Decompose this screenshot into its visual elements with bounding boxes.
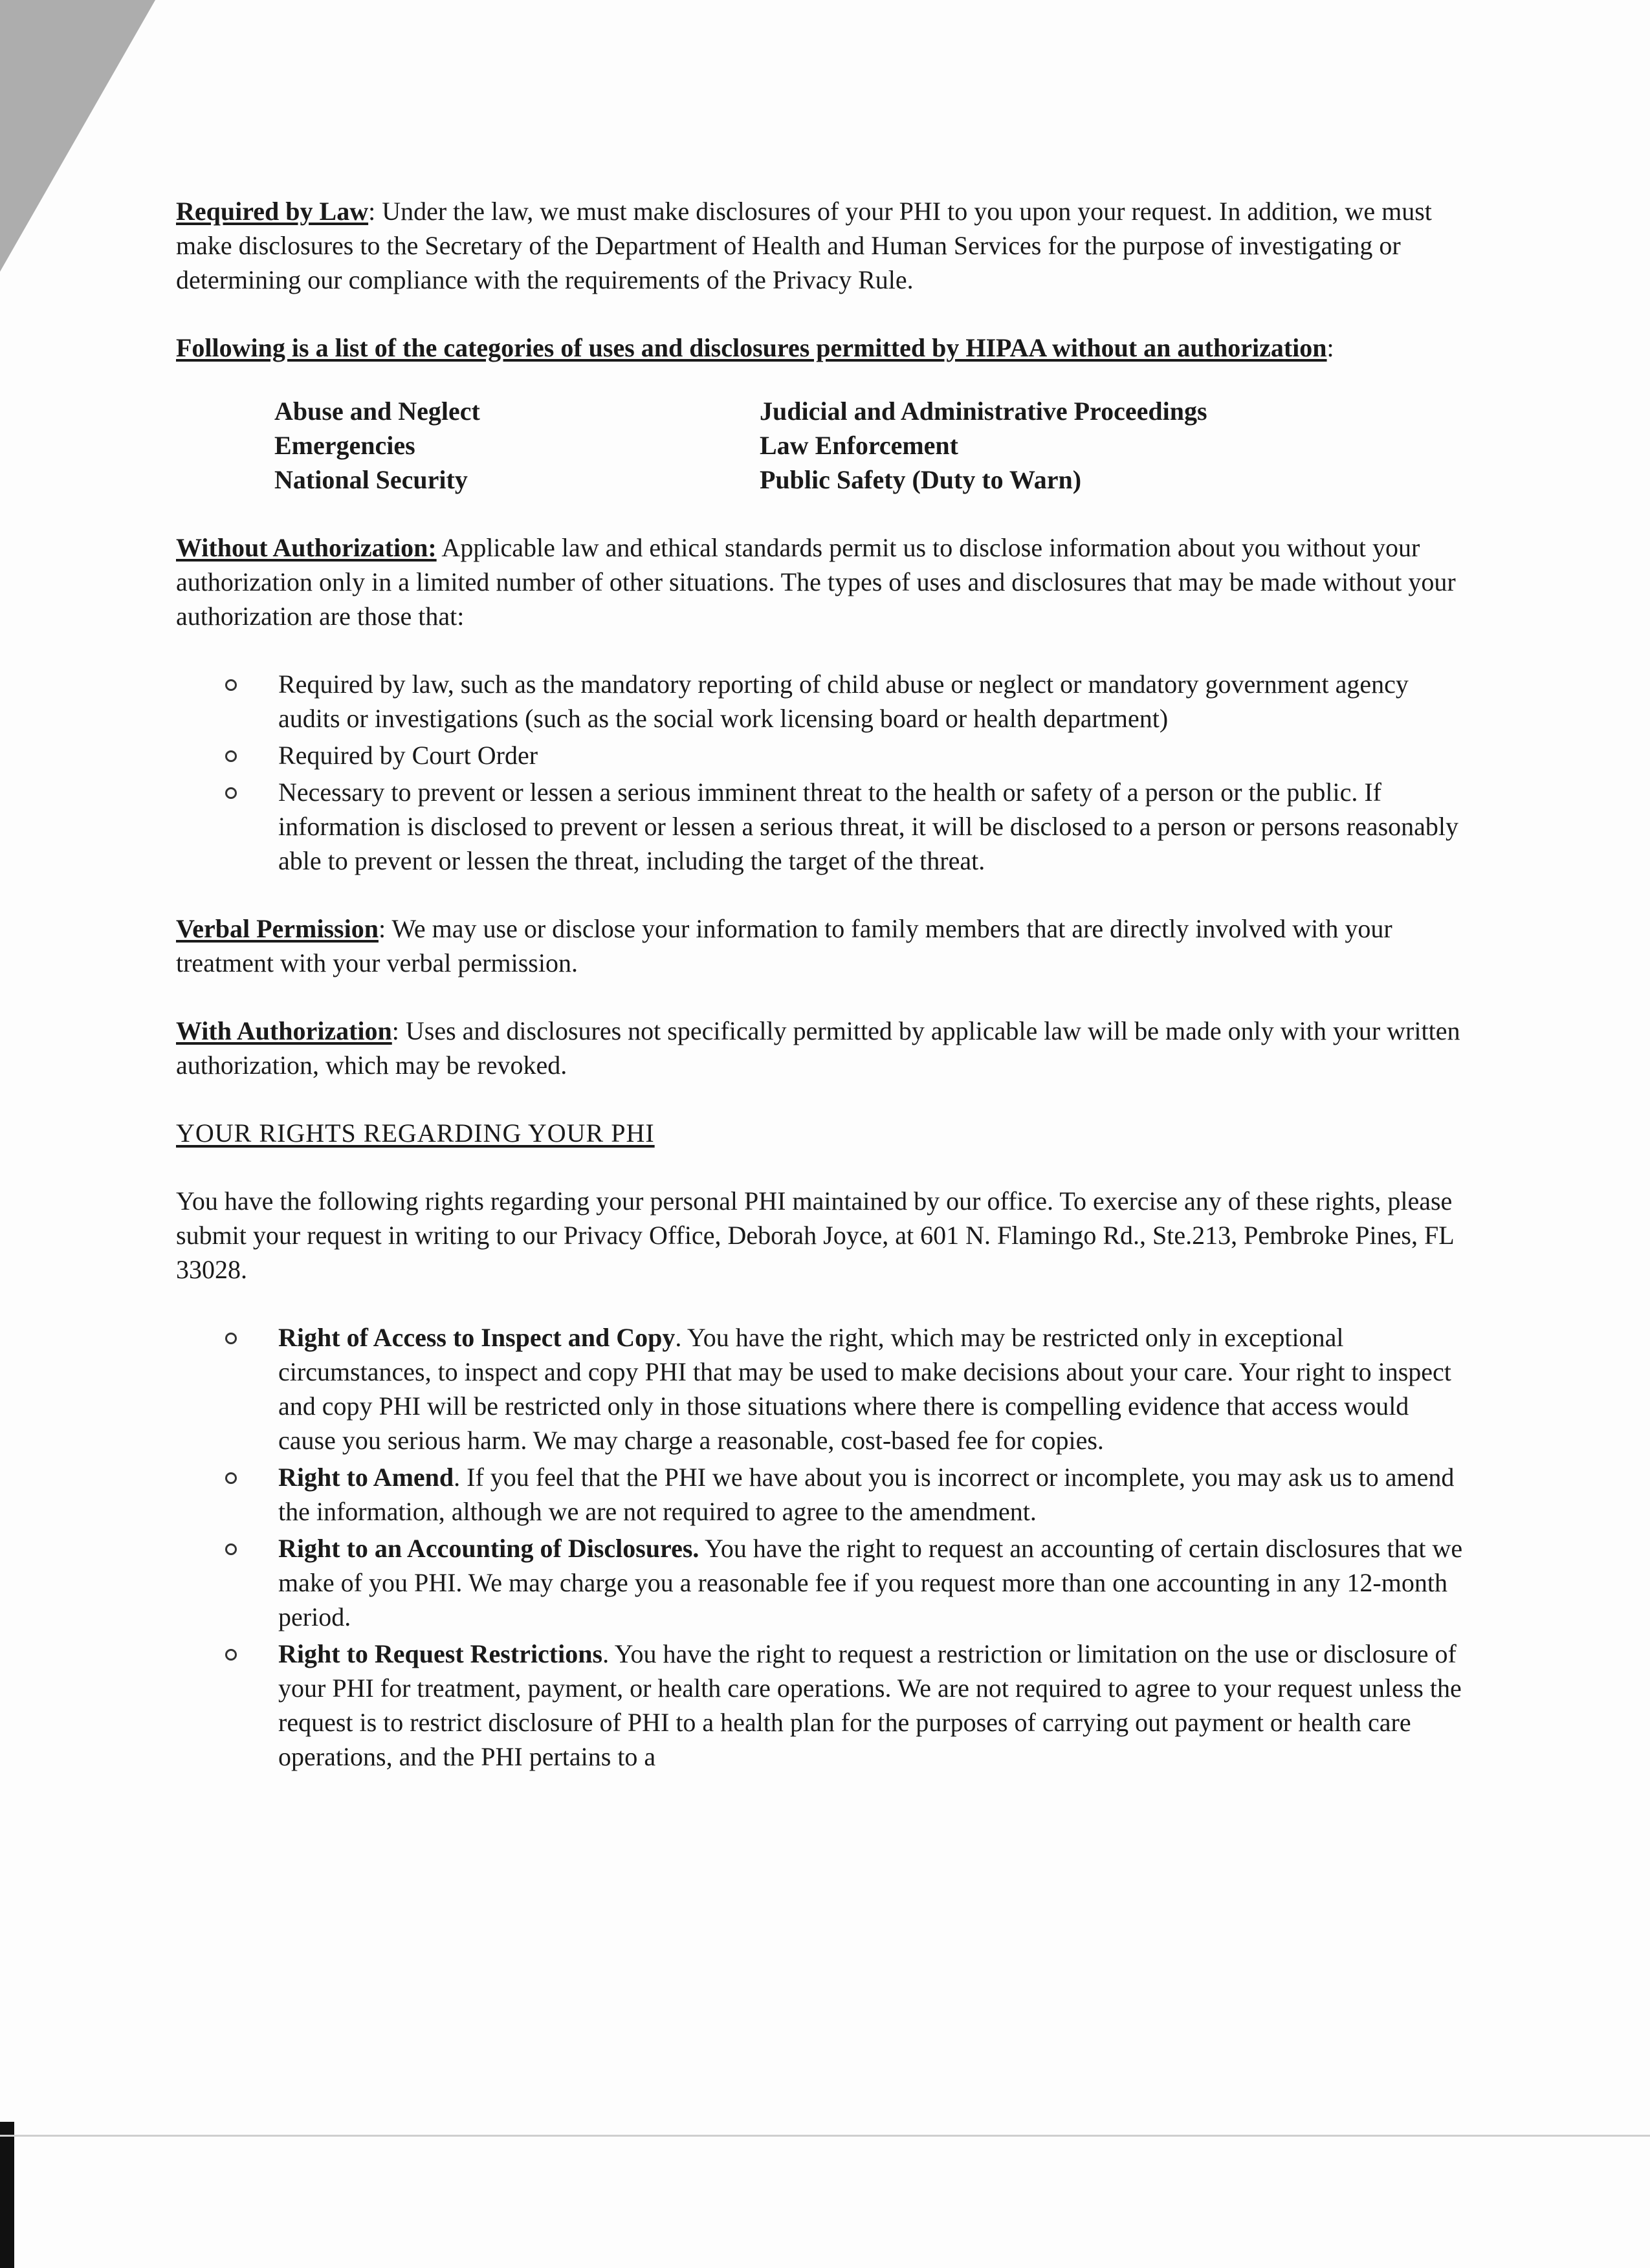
document-page [176, 194, 1470, 1807]
category-item: Public Safety (Duty to Warn) [760, 465, 1082, 494]
list-item: Required by Court Order [176, 738, 1470, 772]
required-by-law-paragraph [176, 194, 1470, 297]
category-item: Law Enforcement [760, 431, 958, 460]
categories-list [274, 394, 1470, 497]
rights-intro-paragraph: You have the following rights regarding your personal PHI maintained by our office. To exercise any of these rights, please submit your request in writing to our Privacy Office, Deborah Joyce, at 601 N. Flamingo Rd., Ste.213, Pembroke Pines, FL 33028. [176, 1186, 1454, 1284]
category-item: Emergencies [274, 431, 415, 460]
required-by-law-text: : Under the law, we must make disclosures of your PHI to you upon your request. In addition, we must make disclosures to the Secretary of the Department of Health and Human Services for the purpose of investigating or determining our compliance with the requirements of the Privacy Rule. [176, 197, 1432, 294]
categories-heading-label: Following is a list of the categories of uses and disclosures permitted by HIPAA without an authorization [176, 333, 1327, 362]
list-item [176, 1531, 1470, 1634]
required-by-law-label: Required by Law [176, 197, 369, 226]
right-text: . You have the right to request a restriction or limitation on the use or disclosure of your PHI for treatment, payment, or health care operations. We are not required to agree to your request unless the request is to restrict disclosure of PHI to a health plan for the purposes of carrying out payment or health care operations, and the PHI pertains to a [278, 1639, 1462, 1771]
without-authorization-text: Applicable law and ethical standards permit us to disclose information about you without your authorization only in a limited number of other situations. The types of uses and disclosures that may be made without your authorization are those that: [176, 533, 1456, 631]
rights-list [176, 1320, 1470, 1774]
without-authorization-list [176, 667, 1470, 878]
list-item [176, 1637, 1470, 1774]
right-title: Right of Access to Inspect and Copy [278, 1323, 676, 1352]
list-item [176, 1460, 1470, 1529]
scan-page-edge [0, 2135, 1650, 2137]
with-authorization-text: : Uses and disclosures not specifically permitted by applicable law will be made only with your written authorization, which may be revoked. [176, 1016, 1460, 1080]
without-authorization-label: Without Authorization: [176, 533, 437, 562]
right-text: . You have the right, which may be restricted only in exceptional circumstances, to inspect and copy PHI that may be used to make decisions about your care. Your right to inspect and copy PHI will be restricted only in those situations where there is compelling evidence that access would cause you serious harm. We may charge a reasonable, cost-based fee for copies. [278, 1323, 1451, 1455]
without-authorization-paragraph [176, 530, 1470, 633]
right-title: Right to an Accounting of Disclosures. [278, 1534, 699, 1563]
categories-heading [176, 331, 1470, 365]
categories-heading-suffix: : [1326, 333, 1334, 362]
verbal-permission-text: : We may use or disclose your information to family members that are directly involved with your treatment with your verbal permission. [176, 914, 1392, 977]
verbal-permission-paragraph [176, 911, 1470, 980]
scan-shadow-corner [0, 0, 155, 272]
with-authorization-paragraph [176, 1014, 1470, 1082]
rights-section-heading: YOUR RIGHTS REGARDING YOUR PHI [176, 1118, 655, 1148]
list-item: Necessary to prevent or lessen a serious imminent threat to the health or safety of a person or the public. If information is disclosed to prevent or lessen a serious threat, it will be disclosed to a person or persons reasonably able to prevent or lessen the threat, including the target of the threat. [176, 775, 1470, 878]
category-item: Abuse and Neglect [274, 397, 480, 426]
right-title: Right to Request Restrictions [278, 1639, 603, 1668]
right-text: You have the right to request an accounting of certain disclosures that we make of you PHI. We may charge you a reasonable fee if you request more than one accounting in any 12-month period. [278, 1534, 1463, 1631]
scan-shadow-edge [0, 2122, 14, 2268]
right-title: Right to Amend [278, 1463, 454, 1492]
category-item: Judicial and Administrative Proceedings [760, 397, 1207, 426]
right-text: . If you feel that the PHI we have about you is incorrect or incomplete, you may ask us to amend the information, although we are not required to agree to the amendment. [278, 1463, 1455, 1526]
list-item [176, 1320, 1470, 1457]
with-authorization-label: With Authorization [176, 1016, 392, 1045]
list-item: Required by law, such as the mandatory reporting of child abuse or neglect or mandatory government agency audits or investigations (such as the social work licensing board or health department) [176, 667, 1470, 736]
verbal-permission-label: Verbal Permission [176, 914, 379, 943]
category-item: National Security [274, 465, 468, 494]
